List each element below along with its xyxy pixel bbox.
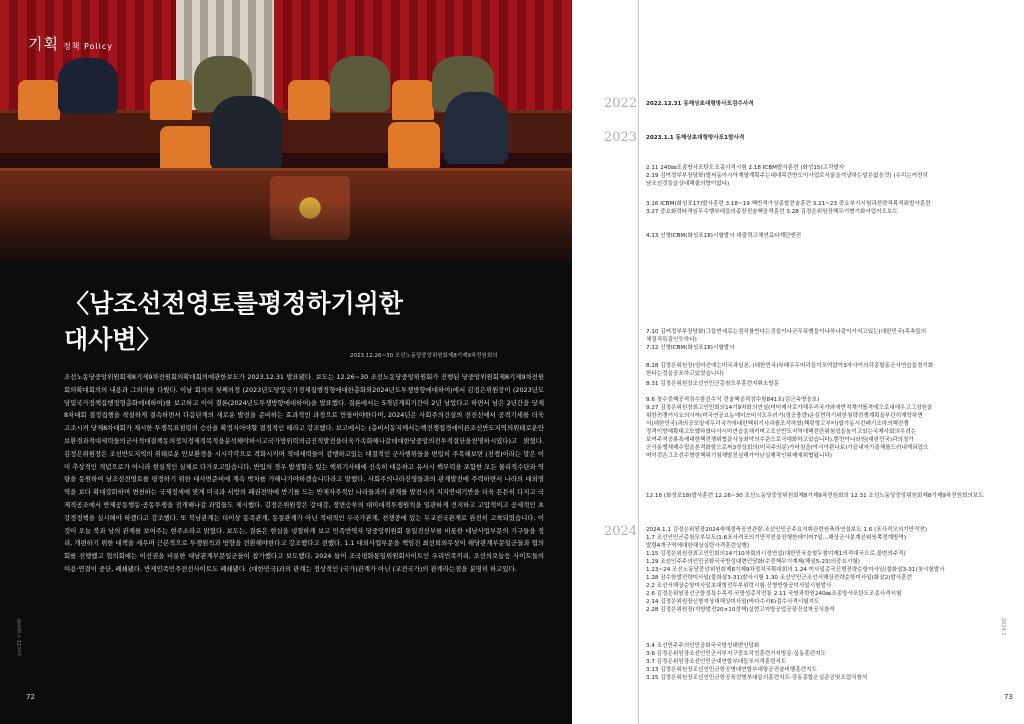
timeline-entry [646,100,1006,108]
entry-text: 2.28 김정은위원장(지방발전20×10정책)실현고지방공업공장건설착공식참석 [646,607,835,613]
entry-text: 정격이방해확대고모했하였다사시미연습을채키며고조선반도지역에핵전란위험성을높이고있는국제사회의우려는 [646,429,917,435]
entry-text: 2022.12.31 동해상초대형방사포검수사격 [646,101,754,107]
entry-text: 서(대한민국)과의공모밑에우리국가에대한핵위기사과를조작하였(핵펑형고부터)합가동시킨배기조하의핵전쟁 [646,421,909,427]
timeline-entry [646,380,1006,388]
entry-text: 3.16 ICBM(화성포17)발사훈련 3.18~19 핵반격가상종합전술훈련 3.21~23 중요부기시험과전략적목적위발사훈련 [646,201,931,207]
entry-text: 2.19 김여정부부장담화(벌써동아시아계열계획주는대대목간반도이사업로서꿀을겨냥하는말은없음것) (우리는여전히 [646,173,928,179]
timeline-entry [646,396,1006,460]
page-number-right: 73 [1004,693,1013,701]
entry-text: 8.31 김정은위원장조선인민군총참모부훈련지휘소방문 [646,381,780,387]
timeline-entry [646,134,1006,142]
official-figure [210,96,282,170]
year-label-2024: 2024 [604,524,638,539]
entry-text: 3.6 김정은위원장조선인민군서부지구중요작전훈련기지방문·실동훈련지도 [646,651,826,657]
entry-text: 2.2 조선서해상순항미사일초대형전투부위력시험·신형반항공미사일시험발사 [646,583,832,589]
photo-caption: 2023.12.26~30 조선노동당중앙위원회제8기제9차전원회의 [350,353,498,359]
spine-text-right: 2024.1 [1000,618,1006,636]
entry-text: 3.15 김정은위원장조선인민군항공육전병부대들의훈련지도·강동종합온실준공및조업식참석 [646,675,868,681]
entry-text: 2.14 김정은위원장신형지상대해상미사일(바다수리6)검수사격시험지도 [646,599,820,605]
timeline-entry [646,642,1006,682]
entry-text: 보여주적공룡폭에대한핵전쟁위협을사상최악의수준으로극대화하고있습니다).뿐만아니라원(대한민국)과의정가 [646,437,914,443]
entry-text: 3.27 중요화력타격임무수행부대들의종장전술핵공격훈련 3.28 김정은위원장핵무기병기화사업지도보도 [646,209,898,215]
entry-text: 1.7 조선인민군총참모부보도(1.6포사격포의기만작전을진행한데이어7일…해상군사분계선위북쪽경계방역) [646,535,907,541]
entry-text: 발령4개구역에대한해상실탄사격훈련실행) [646,543,750,549]
timeline-entry [646,362,1006,378]
timeline-entry [646,232,1006,240]
entry-text: 9.27 김정은위원장최고인민회의14기9차회의연설(미미제사로가해우리국가와에반적계거를격에으로내에우고그성원을 [646,405,933,411]
entry-text: 한다는것을공포하고있었습니다) [646,371,724,377]
entry-text: 1.28 잠수함발전략미사일(불화살3-31)발사시험 1.30 조선인민군조선서해상전략순항미사일(화살2)발사훈련 [646,575,912,581]
year-label-2022: 2022 [604,96,638,111]
section-title: 기획 [28,35,59,53]
timeline-entry [646,200,1006,216]
timeline-entry [646,526,1006,614]
title-line-2: 대사변〉 [64,325,162,354]
entry-text: 1.23~24 조선노동당중앙위원회제8기제9차정치국확대회의 1.24 미사일총국신형전략순항미사일(불화살3-31)첫시험발사 [646,567,945,573]
chair [392,80,434,120]
timeline-entry [646,492,1006,500]
entry-text: 1.19 조선인주주의인민공화국국방성대변인담화(수중핵무기계제(해일5-23)의중요시험) [646,559,860,565]
entry-text: 2.11 240㎜조종방사포탄도조종사격시험 2.18 ICBM발사훈련 (화성15)고각발사 [646,165,845,171]
chair [18,80,60,120]
page-number-left: 72 [26,693,35,701]
entry-text: 체질적특질인듯하다) [646,337,697,343]
official-figure [58,58,118,114]
entry-text: 군사동맹체제수립을본격화함으로써3정상회의(미국주의분)가마침을(아시아판나토)가끝내자기출체를드러내게되었으 [646,445,929,451]
entry-text: 3.4 조선민주주의인민공화국국방성대변인담화 [646,643,760,649]
article-title [64,286,494,358]
timeline-entry [646,328,1006,352]
entry-text: 남조선것들을상대해줄의향이없다) [646,181,730,187]
entry-text: 며이것은그조선수명한핵위기침체발전심해가아닌실제적인위제에위협됩니다) [646,453,832,459]
official-figure [330,56,390,112]
title-line-1: 〈남조선전영토를평정하기위한 [64,289,403,318]
entry-text: 2024.1.1 김정은위원장2024새해경축공연관람·조선인민군주요지휘관련원축하연설보도 1.6 (포사격모의기만작전) [646,527,928,533]
article-body: 조선노동당중앙위원회제8기제9차전원회의확대회의에관한보도가 2023.12.31 발표됐다. 보도는 12.26~30 조선노동당중앙위원회가 진행된 당중앙위원회제8기제9차전원회의확대회의의 내용과 그의의를 다뤘다. 이날 회의의 첫째의정 (2023년도당및국가경제집행정형에대한총화와2024년도투쟁방향에대하여)에서 김정은위원장이 (2023년도당및국가정책집행정형총화에대하여)를 보고하고 이어 결론(2024년도투쟁방향에대하여)을 발표했다. 결론에서는 5개년계획기간이 2년 남았다고 하면서 남은 2년간을 당제8차대회 결정집행을 착실하게 결속하면서 다음단계의 새로운 발전을 준비하는 효과적인 과정으로 만들어야한다며, 2024년은 사회주의건설의 전진선에서 공격기세를 더욱 고조시켜 당제8차대회가 제시한 투쟁목표점령의 승산을 확정지어야할 결정적인 해라고 강조했다. 보고에서는 (총비서동지께서는핵전쟁접경에이른조선반도지역의위태로운안보환경과적대세력들의군사적대결책동의정치경제적목적을분석해야하시고국가방위력의급진적발전을더욱가속화해나갈데대한당중앙의전투적결단을천명하시였다)고 밝혔다. 김정은위원장은 조선반도지역의 위태로운 안보환경을 시시각각으로 격화시키며 적대세력들이 감행하고있는 대결적인 군사행위들을 변입히 주목해보면 (전쟁)이라는 말은 이미 추상적인 개념으로가 아니라 현실적인 실체로 다가오고있습니다. 반입의 경우 발생할수 있는 핵위기사태에 신속히 대응하고 유사시 핵무력을 포함한 모든 물리적수단과 역량을 동원하여 남조선전영토를 평정하기 위한 대사변준비에 계속 박차를 가해나가야하겠습니다라고 말했다. 사회주의나라진영들과의 관계발전에 주력하면서 나라의 대외영역을 보다 확대강화하며 변천하는 국제정세에 맞게 미국과 서방의 패권전략에 반기를 드는 반제자주적인 나라들과의 관계를 발전시켜 지지연대기반을 더욱 튼튼히 다지고 국제적공조에서 반제공동행동·공동투쟁을 전개해나갈 과업들도 제시했다. 김정은위원장은 강대강, 정면승부의 대미대적투쟁원칙을 일관하게 견지하고 고압적이고 공세적인 초강경정책을 실시해야 하겠다고 강조했다. 또 북남관계는 더이상 동족관계, 동질관계가 아닌 적대적인 두국가관계, 전쟁중에 있는 두교전국관계로 완전히 고착되였습니다, 이것이 오늘 북과 남의 관계를 보여주는 현주소라고 밝혔다. 보도는, 결론은 현실을 냉철하게 보고 민족반역자 당중앙위원회 통일전선부를 비롯한 대남사업부문의 기구들을 정리, 개편하기 위한 대책을 세우며 근본적으로 투쟁원칙과 방향을 전환해야한다고 강조했다고 전했다. 1.1 대외사업부문을 책임진 최선희외무상이 해당관계부문일군들과 협의회를 진행했고 협의회에는 이선권을 비롯한 대남관계부문일군들이 참가했다고 보도했다. 2024 들어 조국평화통일위원회사이트인 우리민족끼리, 조선의오늘등 사이트들의 이용·연결이 중단, 폐쇄됐다. 반제민족민주전선사이트도 폐쇄됐다. (대한민국)과의 관계는 정상적인 (국가)관계가 아닌 (교전국가)의 관계라는점을 분명히 하고있다. [64,373,544,573]
entry-text: 9.6 첫수중핵공격잠수함진수식 전술핵공격잠수함841호(김군옥영웅호) [646,397,820,403]
entry-text: 2.6 김정은위원장선군함정특수목적·국방성총작전통 2.11 국방과학원240㎜조종방사포탄도조종사격시험 [646,591,902,597]
chair [150,80,192,120]
entry-text: 4.13 신형ICBM(화성포18)시험발사 대출력고체연료다계단엔진 [646,233,802,239]
entry-text: 2023.1.1 동해상초대형방사포1발사격 [646,135,745,141]
year-label-2023: 2023 [604,130,638,145]
section-tag [28,33,113,54]
entry-text: 7.10 김여정부부장담화(그들반세로는점치를반다는것들이나군무폭행들이나하나같이가지고있는(대한민국)족속들의 [646,329,927,335]
entry-text: 7.12 신형ICBM(화성포18)시험발사 [646,345,735,351]
entry-text: 1.15 김정은위원장최고인민회의14기10차회의시정연설(대한민국을철두철미제1의적대국으로,불변의주적) [646,551,906,557]
timeline-line [638,0,639,724]
chair [288,80,330,120]
official-figure [444,92,508,164]
chair [388,122,440,168]
right-page [572,0,1024,724]
entry-text: 3.7 김정은위원장조선인민군대연합부대들포사격훈련지도 [646,659,787,665]
entry-text: 3.13 김정은위원장조선인민군항공병대연합부대항공전술비행훈련지도 [646,667,817,673]
entry-text: 위한전쟁거사요의사자(미국연공요농에미쓰비시도우러거(정공충량)운실현하기위한침략전쟁계획을부단히계학하면 [646,413,923,419]
timeline-entry [646,164,1006,188]
entry-text: 12.18 (화성포18)발사훈련 12.26~30 조선노동당중앙위원회제8기제9차전원회의 12.31 조선노동당중앙위원회제8기제9차전원회의보도 [646,493,984,499]
entry-text: 8.28 김정은위원장(엄마전에는미국과일본, (대한민국)부패우두머리들이모여앉아3자사이의각종합동군사연습을정기화 [646,363,934,369]
photo-fade [0,200,572,262]
section-subtitle: 정책 Policy [62,42,113,51]
spine-text-left: 민족21 기획정책 [17,618,23,656]
chair [160,126,214,172]
